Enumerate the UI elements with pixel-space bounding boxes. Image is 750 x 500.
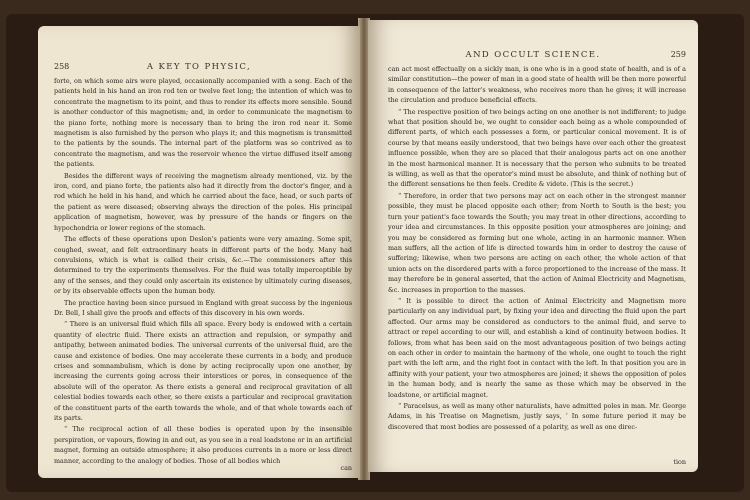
left-page-body — [54, 76, 352, 467]
right-page-number: 259 — [670, 50, 686, 59]
left-paragraph: forte, on which some airs were played, occasionally accompanied with a song. Each of the patients held in his hand an iron rod ten or twelve feet long; the intention of which was to concentrate the magnetism to its point, and thus to render its effects more sensible. Sound is another conductor of this magnetism; and, in order to communicate the magnetism to the piano forte, nothing more is necessary than to bring the iron rod near it. Some magnetism is also furnished by the person who plays it; and this magnetism is transmitted to the patients by the sounds. The internal part of the platform was so contrived as to concentrate the magnetism, and was the reservoir whence the virtue diffused itself among the patients. — [54, 77, 352, 169]
left-paragraph: The effects of these operations upon Deslon's patients were very amazing. Some spit, coughed, sweat, and felt extraordinary heats in different parts of the body. Many had convulsions, which is what is called their crisis, &c.—The commissioners after this determined to try the experiments themselves. For the fluid was totally imperceptible by any of the senses, and they could only ascertain its existence by ultimately curing diseases, or by its observable effects upon the human body. — [54, 235, 352, 296]
left-paragraph: Besides the different ways of receiving the magnetism already mentioned, viz. by the iron, cord, and piano forte, the patients also had it directly from the doctor's finger, and a rod which he held in his hand, and which he carried about the face, head, or such parts of the patient as were diseased; observing always the direction of the poles. His principal application of magnetism, however, was by pressure of the hands or fingers on the hypochondria or lower regions of the stomach. — [54, 171, 352, 232]
right-page-body — [388, 64, 686, 433]
right-paragraph: “ Paracelsus, as well as many other naturalists, have admitted poles in man. Mr. George Adams, in his Treatise on Magnetism, justly says, ‘ In some future period it may be discovered that most bodies are possessed of a polarity, as well as one direc- — [388, 402, 686, 431]
right-running-head — [368, 50, 698, 60]
right-paragraph: “ Therefore, in order that two persons may act on each other in the strongest manner possible, they must be placed opposite each other; from North to South is the best; you turn your patient's face towards the South; you may treat in other directions, according to your idea and circumstances. In this opposite position your atmospheres are joining; and you may be considered as forming but one whole, acting in an harmonic manner. When man suffers, all the action of life is directed towards him in order to destroy the cause of suffering; likewise, when two persons are acting on each other, the whole action of that union acts on the disordered parts with a force proportioned to the increase of the mass. It may therefore be in general asserted, that the action of Animal Electricity and Magnetism, &c. increases in proportion to the masses. — [388, 191, 686, 294]
left-running-head — [38, 62, 360, 72]
left-page — [38, 26, 360, 478]
left-catchword: can — [340, 464, 352, 472]
left-page-number: 258 — [54, 62, 70, 71]
left-paragraph: The practice having been since pursued in England with great success by the ingenious Dr. Bell, I shall give the proofs and effects of this discovery in his own words. — [54, 298, 352, 317]
right-running-head-text: AND OCCULT SCIENCE. — [465, 50, 601, 60]
left-paragraph: “ There is an universal fluid which fills all space. Every body is endowed with a certain quantity of electric fluid. There exists an attraction and repulsion, or sympathy and antipathy, between animated bodies. The universal currents of the universal fluid, are the cause and existence of bodies. One may accelerate these currents in a body, and produce crises and somnambulism, which is done by acting reciprocally upon one another, by increasing the currents going across their interstices or pores, in consequence of the absolute will of the operator. As there exists a general and reciprocal gravitation of all celestial bodies towards each other, so there exists a particular and reciprocal gravitation of the constituent parts of the earth towards the whole, and of that whole towards each of its parts. — [54, 320, 352, 422]
left-paragraph: “ The reciprocal action of all these bodies is operated upon by the insensible perspiration, or vapours, flowing in and out, as you see in a real loadstone or in an artificial magnet, forming an outside atmosphere; it also produces currents in a more or less direct manner, according to the analogy of bodies. Those of all bodies which — [54, 425, 352, 465]
right-page — [368, 20, 698, 472]
right-paragraph: “ It is possible to direct the action of Animal Electricity and Magnetism more particularly on any individual part, by fixing your idea and directing the fluid upon the part affected. Our arms may be considered as conductors to the animal fluid, and serve to attract or repel according to our will, and establish a kind of continuity between bodies. It follows, from what has been said on the most advantageous position of two beings acting on each other in order to maintain the harmony of the whole, one ought to touch the right part with the left arm, and the right foot in contact with the left. In that position you are in affinity with your patient, your two atmospheres are joined; it shews the opposition of poles in the human body, and is nearly the same as those which may be observed in the loadstone, or artificial magnet. — [388, 296, 686, 399]
right-paragraph: can act most effectually on a sickly man, is one who is in a good state of health, and is of a similar constitution—the power of man in a good state of health will be then more powerful in consequence of the latter's weakness, who receives more than he gives; it will increase the circulation and produce beneficial effects. — [388, 65, 686, 105]
right-paragraph: “ The respective position of two beings acting on one another is not indifferent; to judge what that position should be, we ought to consider each being as a whole compounded of different parts, of which each possesses a form, or particular conical movement. It is of course by that means easily understood, that two beings have over each other the greatest influence possible, when they are so placed that their analogous parts act on one another in the most harmonical manner. It is necessary that the person who submits to be treated is willing, as well as that the operator's mind must be absolute, and think of nothing but of the different sensations he then feels. Credite & videte. (This is the secret.) — [388, 107, 686, 189]
right-catchword: tion — [673, 458, 686, 466]
left-running-head-text: A KEY TO PHYSIC, — [146, 62, 252, 72]
